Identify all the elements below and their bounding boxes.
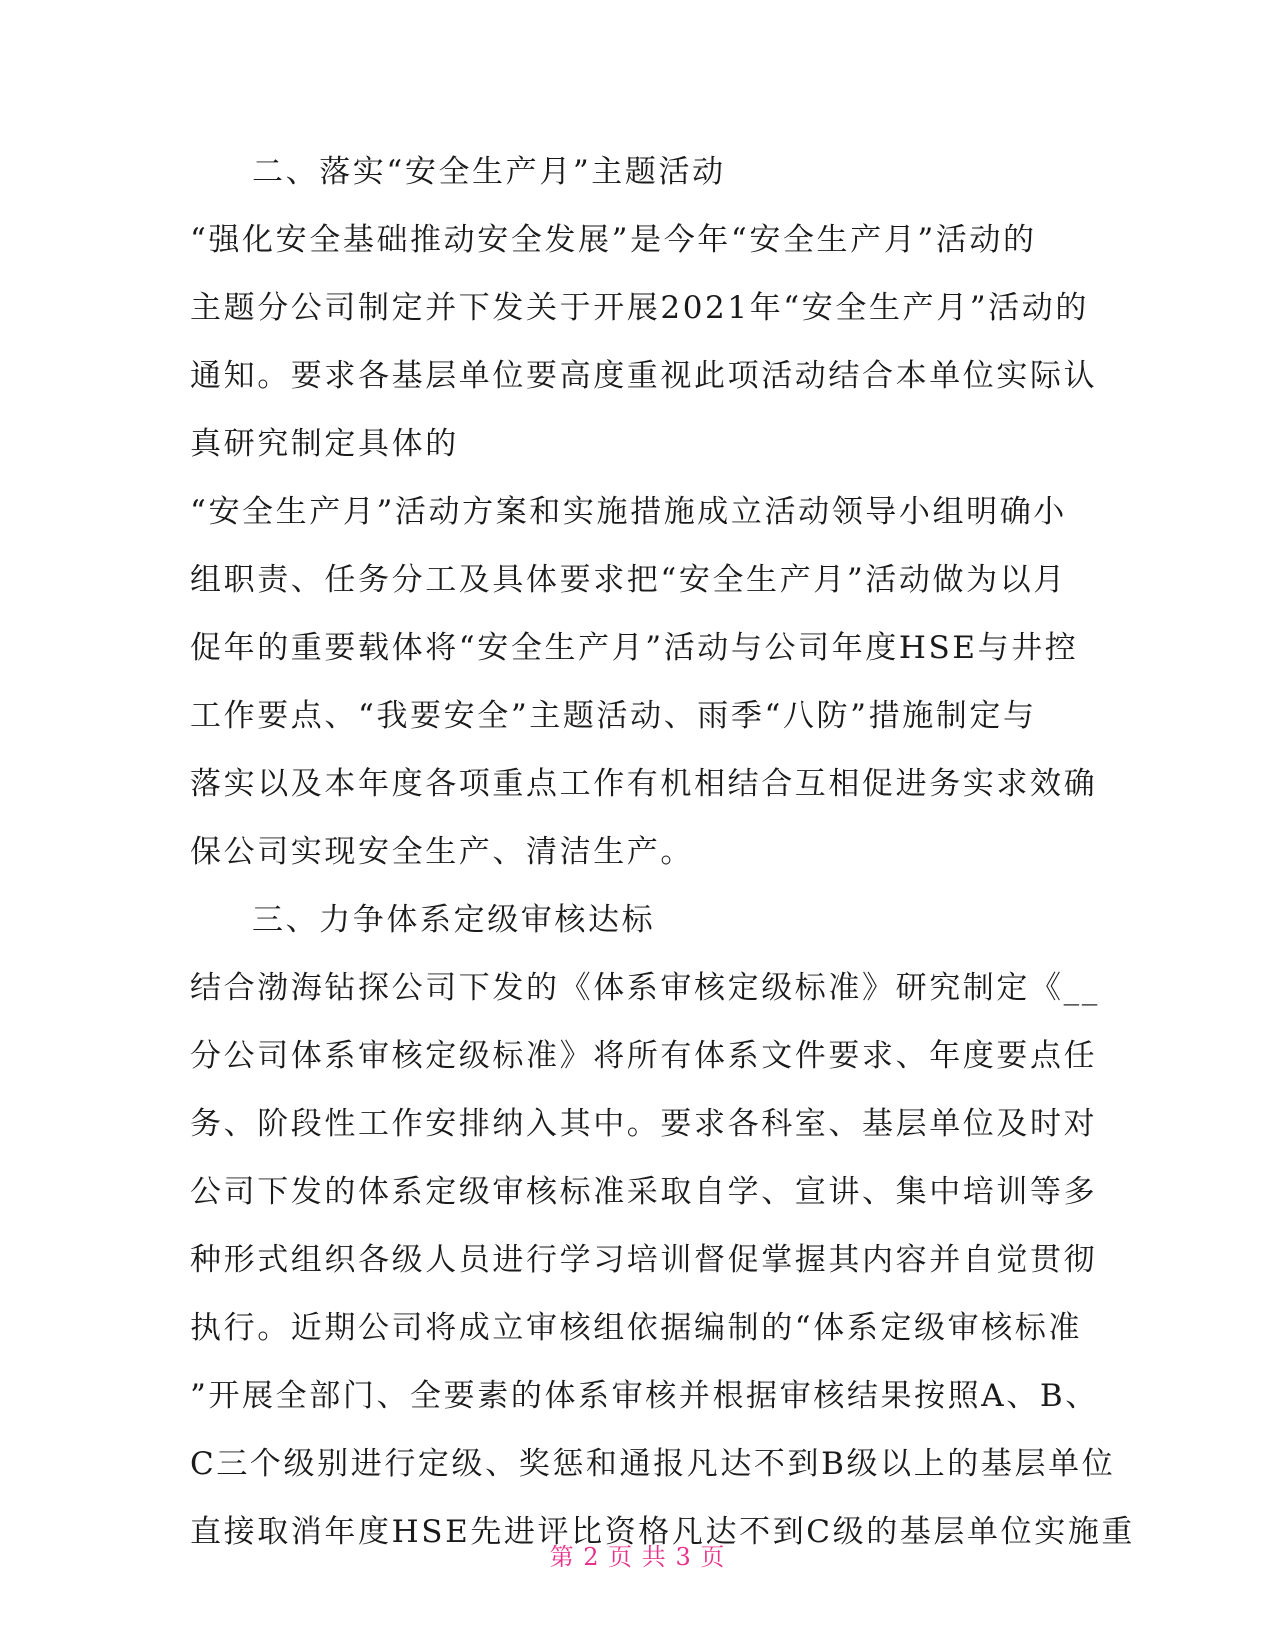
paragraph-line: 务、阶段性工作安排纳入其中。要求各科室、基层单位及时对 [190,1106,1098,1142]
paragraph-line: 种形式组织各级人员进行学习培训督促掌握其内容并自觉贯彻 [190,1242,1098,1278]
document-body [190,138,1136,1566]
paragraph-line: 执行。近期公司将成立审核组依据编制的“体系定级审核标准 [190,1310,1083,1346]
paragraph-line: 结合渤海钻探公司下发的《体系审核定级标准》研究制定《__ [190,970,1100,1006]
page-number-footer: 第 2 页 共 3 页 [549,1543,726,1571]
paragraph-line: 促年的重要载体将“安全生产月”活动与公司年度HSE与井控 [190,630,1079,666]
paragraph-line: 保公司实现安全生产、清洁生产。 [190,834,694,870]
section-heading: 二、落实“安全生产月”主题活动 [252,154,726,190]
paragraph-line: C三个级别进行定级、奖惩和通报凡达不到B级以上的基层单位 [190,1446,1116,1482]
paragraph-line: 直接取消年度HSE先进评比资格凡达不到C级的基层单位实施重 [190,1514,1136,1550]
paragraph-line: “强化安全基础推动安全发展”是今年“安全生产月”活动的 [190,222,1037,258]
paragraph-line: 公司下发的体系定级审核标准采取自学、宣讲、集中培训等多 [190,1174,1098,1210]
paragraph-line: 真研究制定具体的 [190,426,459,462]
paragraph-line: “安全生产月”活动方案和实施措施成立活动领导小组明确小 [190,494,1067,530]
paragraph-line: 工作要点、“我要安全”主题活动、雨季“八防”措施制定与 [190,698,1037,734]
section-heading: 三、力争体系定级审核达标 [252,902,656,938]
paragraph-line: 分公司体系审核定级标准》将所有体系文件要求、年度要点任 [190,1038,1098,1074]
paragraph-line: 主题分公司制定并下发关于开展2021年“安全生产月”活动的 [190,290,1089,326]
paragraph-line: 组职责、任务分工及具体要求把“安全生产月”活动做为以月 [190,562,1067,598]
paragraph-line: ”开展全部门、全要素的体系审核并根据审核结果按照A、B、 [190,1378,1099,1414]
paragraph-line: 落实以及本年度各项重点工作有机相结合互相促进务实求效确 [190,766,1098,802]
paragraph-line: 通知。要求各基层单位要高度重视此项活动结合本单位实际认 [190,358,1098,394]
